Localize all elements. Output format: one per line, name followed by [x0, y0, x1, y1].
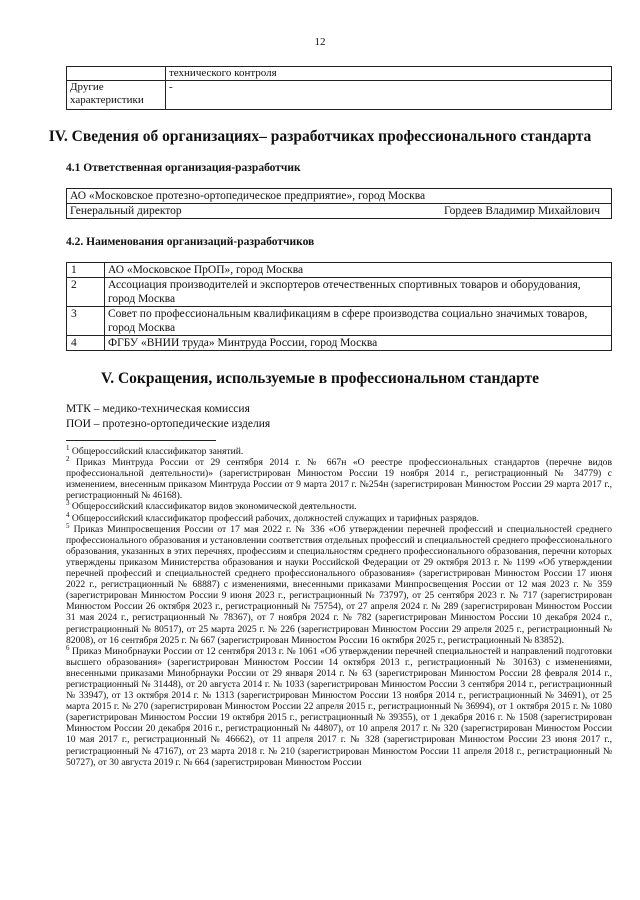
- table-row: [67, 67, 612, 81]
- org-item: АО «Московское ПрОП», город Москва: [105, 263, 612, 278]
- subsection-4-2-title: 4.2. Наименования организаций-разработчиков: [66, 236, 315, 248]
- footnote: [66, 510, 612, 524]
- org-number: 3: [67, 307, 105, 336]
- page-number: 12: [314, 36, 326, 48]
- footnote: [66, 454, 612, 502]
- footnote-mark: 3: [66, 499, 70, 508]
- subsection-4-1-title: 4.1 Ответственная организация-разработчик: [66, 162, 301, 174]
- table-cell: Другие характеристики: [67, 81, 166, 110]
- table-row: [67, 278, 612, 307]
- section-4-title: IV. Сведения об организациях– разработчиках профессионального стандарта: [48, 128, 592, 145]
- footnote-text: Общероссийский классификатор профессий рабочих, должностей служащих и тарифных разрядов.: [71, 512, 479, 524]
- footnotes: [66, 443, 612, 768]
- footnote: [66, 501, 612, 512]
- org-item: ФГБУ «ВНИИ труда» Минтруда России, город Москва: [105, 336, 612, 351]
- footnote: [66, 521, 612, 646]
- table-cell: [67, 67, 166, 81]
- org-number: 2: [67, 278, 105, 307]
- table-row: [67, 307, 612, 336]
- table-row: [67, 189, 612, 204]
- table-row: [67, 204, 612, 219]
- section-5-title: V. Сокращения, используемые в профессиональном стандарте: [101, 370, 539, 387]
- footnote: [66, 643, 612, 768]
- table-cell: технического контроля: [166, 67, 612, 81]
- org-item: Ассоциация производителей и экспортеров отечественных спортивных товаров и оборудования, город Москва: [105, 278, 612, 307]
- org-item: Совет по профессиональным квалификациям в сфере производства социально значимых товаров, город Москва: [105, 307, 612, 336]
- director-line: [70, 204, 608, 218]
- director-label: Генеральный директор: [70, 205, 182, 217]
- director-row: [67, 204, 612, 219]
- table-row: [67, 81, 612, 110]
- table-cell: -: [166, 81, 612, 110]
- footnote-mark: 2: [66, 454, 70, 463]
- footnote-text: Приказ Минобрнауки России от 12 сентября 2013 г. № 1061 «Об утверждении перечней специальностей и направлений подготовки высшего образования» (зарегистрирован Минюстом России 14 октября 2013 г., регистрационный № 30163) с изменениями, внесенными приказами Минобрнауки России от 29 января 2014 г. № 63 (зарегистрирован Минюстом России 28 февраля 2014 г., регистрационный № 31448), от 20 августа 2014 г. № 1033 (зарегистрирован Минюстом России 3 сентября 2014 г., регистрационный № 33947), от 13 октября 2014 г. № 1313 (зарегистрирован Минюстом России 13 ноября 2014 г., регистрационный № 34691), от 25 марта 2015 г. № 270 (зарегистрирован Минюстом России 22 апреля 2015 г., регистрационный № 36994), от 1 октября 2015 г. № 1080 (зарегистрирован Минюстом России 19 октября 2015 г., регистрационный № 39355), от 1 декабря 2016 г. № 1508 (зарегистрирован Минюстом России 20 декабря 2016 г., регистрационный № 44807), от 10 апреля 2017 г. № 320 (зарегистрирован Минюстом России 10 мая 2017 г., регистрационный № 46662), от 11 апреля 2017 г. № 328 (зарегистрирован Минюстом России 23 июня 2017 г., регистрационный № 47167), от 23 марта 2018 г. № 210 (зарегистрирован Минюстом России 11 апреля 2018 г., регистрационный № 50727), от 30 августа 2019 г. № 664 (зарегистрирован Минюстом России: [66, 645, 612, 768]
- footnote-separator: [66, 440, 216, 441]
- director-name: Гордеев Владимир Михайлович: [443, 205, 600, 217]
- footnote-text: Приказ Минтруда России от 29 сентября 2014 г. № 667н «О реестре профессиональных стандартов (перечне видов профессиональной деятельности)» (зарегистрирован Минюстом России 19 ноября 2014 г., регистрационный № 34779) с изменением, внесенным приказом Минтруда России от 9 марта 2017 г. №254н (зарегистрирован Минюстом России 29 марта 2017 г., регистрационный № 46168).: [66, 457, 612, 502]
- footnote-text: Общероссийский классификатор занятий.: [71, 446, 244, 457]
- footnote-mark: 5: [66, 521, 70, 530]
- characteristics-table: [66, 66, 612, 110]
- footnote: [66, 443, 612, 457]
- abbreviation-item: ПОИ – протезно-ортопедические изделия: [66, 418, 271, 430]
- org-name: АО «Московское протезно-ортопедическое предприятие», город Москва: [67, 189, 612, 204]
- table-row: [67, 336, 612, 351]
- footnote-text: Приказ Минпросвещения России от 17 мая 2022 г. № 336 «Об утверждении перечней профессий и специальностей среднего профессионального образования и установлении соответствия отдельных профессий и специальностей среднего профессионального образования, указанных в этих перечнях, профессиям и специальностям среднего профессионального образования, перечни которых утверждены приказом Министерства образования и науки Российской Федерации от 29 октября 2013 г. № 1199 «Об утверждении перечней профессий и специальностей среднего профессионального образования» (зарегистрирован Минюстом России 17 июня 2022 г., регистрационный № 68887) с изменениями, внесенными приказами Минпросвещения России от 12 мая 2023 г. № 359 (зарегистрирован Минюстом России 9 июня 2023 г., регистрационный № 73797), от 25 сентября 2023 г. № 717 (зарегистрирован Минюстом России 26 октября 2023 г., регистрационный № 75754), от 27 апреля 2024 г. № 289 (зарегистрирован Минюстом России 31 мая 2024 г., регистрационный № 78367), от 7 ноября 2024 г. № 782 (зарегистрирован Минюстом России 10 декабря 2024 г., регистрационный № 80517), от 25 марта 2025 г. № 226 (зарегистрирован Минюстом России 29 апреля 2025 г., регистрационный № 82008), от 16 сентября 2025 г. № 667 (зарегистрирован Минюстом России 16 октября 2025 г., регистрационный № 83852).: [66, 523, 612, 646]
- org-number: 1: [67, 263, 105, 278]
- footnote-mark: 1: [66, 443, 70, 452]
- abbreviation-item: МТК – медико-техническая комиссия: [66, 403, 250, 415]
- footnote-mark: 6: [66, 643, 70, 652]
- footnote-mark: 4: [66, 510, 70, 519]
- footnote-text: Общероссийский классификатор видов экономической деятельности.: [71, 501, 357, 513]
- table-row: [67, 263, 612, 278]
- org-number: 4: [67, 336, 105, 351]
- responsible-org-table: [66, 188, 612, 219]
- developer-orgs-table: [66, 262, 612, 351]
